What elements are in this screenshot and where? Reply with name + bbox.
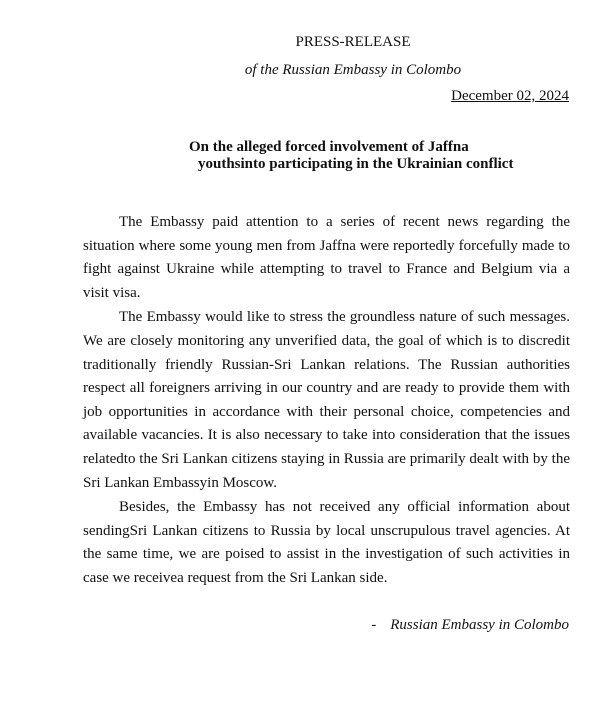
document-subtitle: of the Russian Embassy in Colombo: [244, 62, 462, 78]
signature-dash: -: [371, 617, 377, 633]
subject-line-2: youthsinto participating in the Ukrainian conflict: [198, 156, 514, 172]
paragraph-3: Besides, the Embassy has not received any official information about sendingSri Lankan citizens to Russia by local unscrupulous travel agencies. At the same time, we are poised to assist in the investigation of such activities in case we receivea request from the Sri Lankan side.: [83, 499, 570, 586]
subject-line-1: On the alleged forced involvement of Jaffna: [189, 139, 469, 155]
release-date: December 02, 2024: [451, 88, 569, 104]
body-text: [83, 211, 570, 592]
signature: [371, 617, 569, 634]
paragraph-2: The Embassy would like to stress the groundless nature of such messages. We are closely monitoring any unverified data, the goal of which is to discredit traditionally friendly Russian-Sri Lankan relations. The Russian authorities respect all foreigners arriving in our country and are ready to provide them with job opportunities in accordance with their personal choice, competencies and available vacancies. It is also necessary to take into consideration that the issues relatedto the Sri Lankan citizens staying in Russia are primarily dealt with by the Sri Lankan Embassyin Moscow.: [83, 309, 570, 491]
signature-name: Russian Embassy in Colombo: [390, 617, 569, 633]
paragraph-1: The Embassy paid attention to a series of recent news regarding the situation where some young men from Jaffna were reportedly forcefully made to fight against Ukraine while attempting to travel to France and Belgium via a visit visa.: [83, 214, 570, 301]
document-title: PRESS-RELEASE: [295, 34, 411, 50]
